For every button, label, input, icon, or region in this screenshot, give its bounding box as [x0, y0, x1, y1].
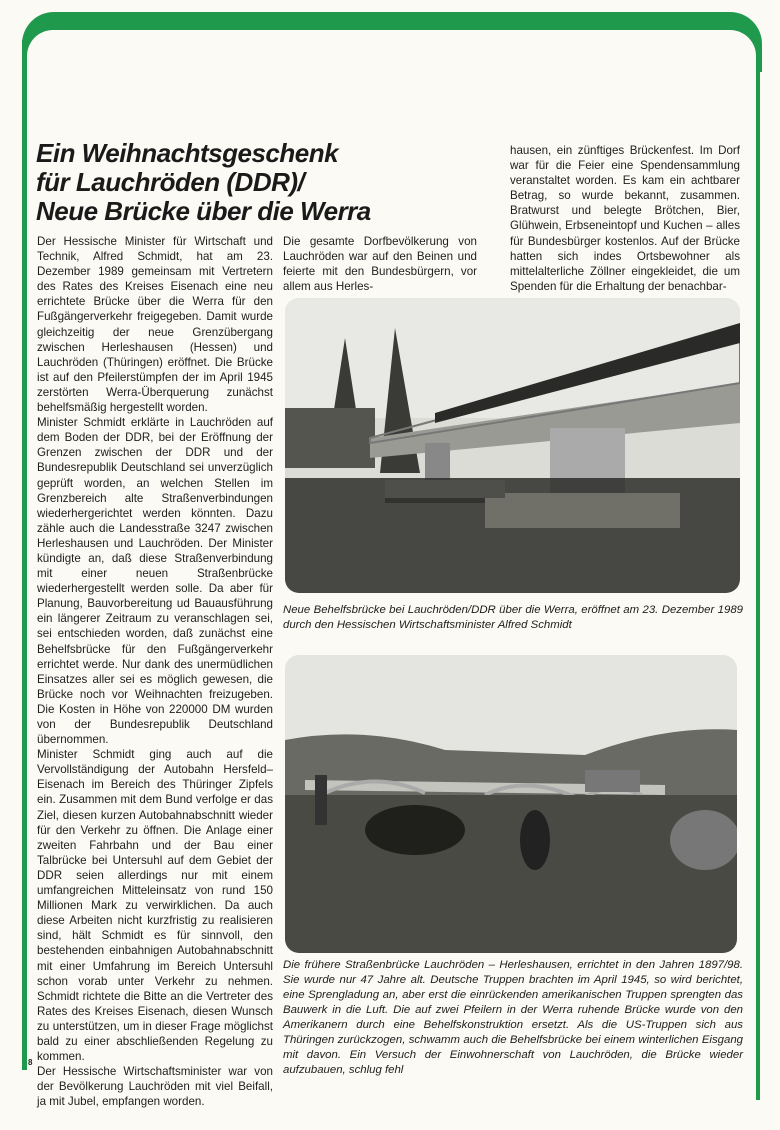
title-line: Neue Brücke über die Werra [36, 196, 371, 226]
article-title [36, 139, 371, 226]
article-column-1 [37, 234, 273, 1109]
photo-caption-1: Neue Behelfsbrücke bei Lauchröden/DDR über die Werra, eröffnet am 23. Dezember 1989 durch den Hessischen Wirtschaftsminister Alfred Schmidt [283, 604, 743, 631]
article-column-2 [283, 234, 477, 294]
paragraph: Minister Schmidt ging auch auf die Vervollständigung der Autobahn Hersfeld–Eisenach im Bereich des Thüringer Zipfels ein. Zusammen mit dem Bund verfolge er das Ziel, diesen kurzen Autobahnabschnitt wieder für den Verkehr zu öffnen. Die Anlage einer zweiten Fahrbahn und der Bau einer Talbrücke bei Untersuhl auf dem Gebiet der DDR seien allerdings nur mit einem umfangreichen Mitteleinsatz von rund 150 Millionen Mark zu verwirklichen. Da auch diese Arbeiten nicht kurzfristig zu realisieren sind, hält Schmidt es für sinnvoll, den bestehenden einbahnigen Autobahnabschnitt mit einer Umfahrung im Bereich Untersuhl schon vorab unter Verkehr zu nehmen. Schmidt richtete die Bitte an die Vertreter des Rates des Kreises Eisenach, diesen Wunsch zu unterstützen, um in dieser Frage möglichst bald zu einer abschließenden Regelung zu kommen. [37, 748, 273, 1064]
green-frame-right [756, 40, 760, 1100]
article-column-3 [510, 143, 740, 294]
paragraph: hausen, ein zünftiges Brückenfest. Im Dorf war für die Feier eine Spendensammlung veranstaltet worden. Es kam ein achtbarer Betrag, so wurde bekannt, zusammen. Bratwurst und belegte Brötchen, Bier, Glühwein, Erbseneintopf und Kuchen – alles für Bundesbürger kostenlos. Auf der Brücke hatten sich indes Ortsbewohner als mittelalterliche Zöllner eingekleidet, die um Spenden für die Erhaltung der benachbar- [510, 144, 740, 293]
paragraph: Der Hessische Minister für Wirtschaft und Technik, Alfred Schmidt, hat am 23. Dezember 1989 gemeinsam mit Vertretern des Rates des Kreises Eisenach eine neu errichtete Brücke über die Werra für den Fußgängerverkehr freigegeben. Damit wurde gleichzeitig der neue Grenzübergang zwischen Herleshausen (Hessen) und Lauchröden (Thüringen) eröffnet. Die Brücke ist auf den Pfeilerstümpfen der im April 1945 zerstörten Werra-Überquerung zunächst behelfsmäßig hergestellt worden. [37, 235, 273, 415]
paragraph: Die gesamte Dorfbevölkerung von Lauchröden war auf den Beinen und feierte mit den Bundesbürgern, vor allem aus Herles- [283, 235, 477, 294]
green-frame-left [22, 40, 27, 1070]
paragraph: Der Hessische Wirtschaftsminister war von der Bevölkerung Lauchröden mit viel Beifall, ja mit Jubel, empfangen worden. [37, 1065, 273, 1109]
page-number: 8 [28, 1058, 33, 1067]
photo-caption-2: Die frühere Straßenbrücke Lauchröden – Herleshausen, errichtet in den Jahren 1897/98. Sie wurde nur 47 Jahre alt. Deutsche Truppen brachten im April 1945, so wird berichtet, eine Sprengladung an, aber erst die einrückenden amerikanischen Truppen sprengten das Bauwerk in die Luft. Die auf zwei Pfeilern in der Werra ruhende Brücke wurde von den Amerikanern durch eine Behelfskonstruktion ersetzt. Als die US-Truppen sich aus Thüringen zurückzogen, schwamm auch die Behelfsbrücke bei einem winterlichen Eisgang mit davon. Ein Versuch der Einwohnerschaft von Lauchröden, die Brücke wieder aufzubauen, schlug fehl [283, 959, 743, 1076]
title-line: Ein Weihnachtsgeschenk [36, 138, 339, 168]
title-line: für Lauchröden (DDR)/ [36, 167, 305, 197]
photo-former-bridge [285, 655, 737, 953]
photo-new-footbridge [285, 298, 740, 593]
paragraph: Minister Schmidt erklärte in Lauchröden auf dem Boden der DDR, bei der Eröffnung der Grenzen zwischen der DDR und der Bundesrepublik Deutschland sei unverzüglich geprüft worden, an welchen Stellen im Grenzbereich alte Straßenverbindungen wiederhergerichtet werden könnten. Dazu zähle auch die Landesstraße 3247 zwischen Herleshausen und Lauchröden. Der Minister kündigte an, daß diese Straßenverbindung mit einer neuen Straßenbrücke wiederhergestellt werden solle. Da aber für Planung, Bauvorbereitung ud Bauausführung ein längerer Zeitraum zu veranschlagen sei, sei entschieden worden, daß zunächst eine Behelfsbrücke für den Fußgängerverkehr errichtet werde. Nur dank des unermüdlichen Einsatzes aller sei es möglich gewesen, die Brücke noch vor Weihnachten freizugeben. Die Kosten in Höhe von 220000 DM wurden von der Bundesrepublik Deutschland übernommen. [37, 416, 273, 747]
